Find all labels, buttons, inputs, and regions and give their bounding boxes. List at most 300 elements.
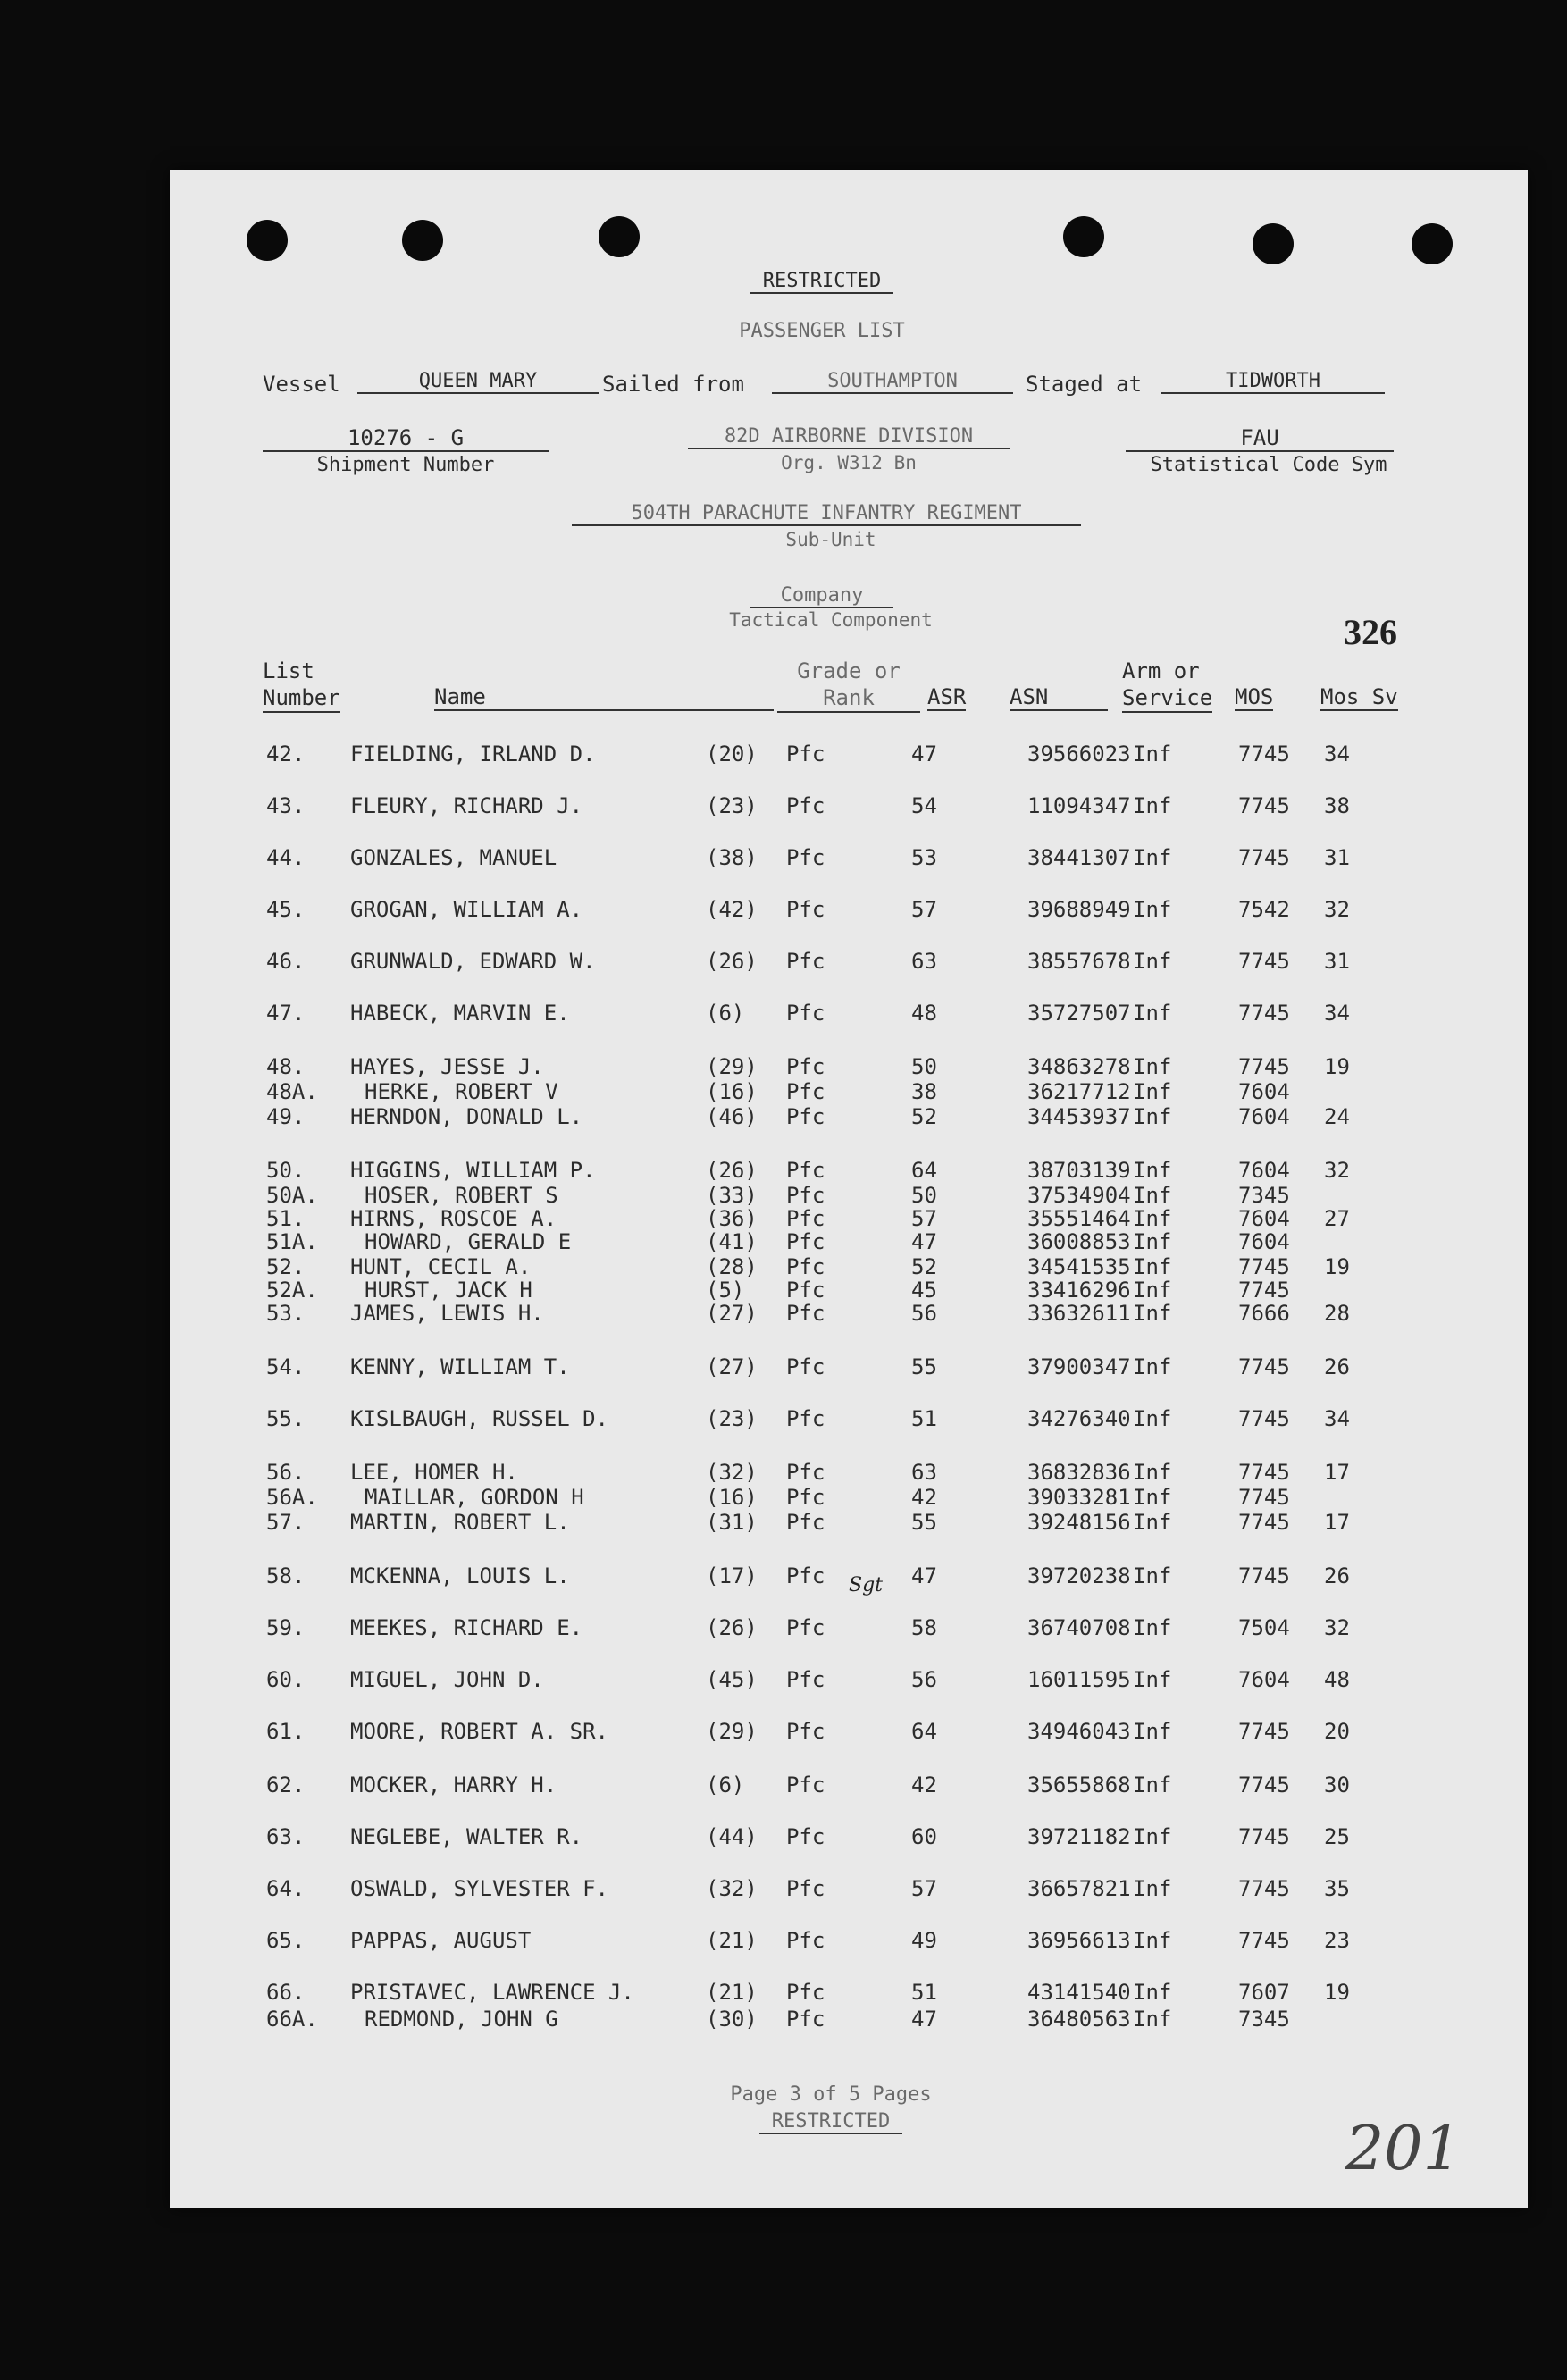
row-asr: 60 [911,1824,937,1849]
col-name: Name [434,684,774,711]
row-list-number: 66A. [266,2007,318,2032]
row-mos: 7745 [1238,1719,1290,1744]
row-name: OSWALD, SYLVESTER F. [350,1876,608,1901]
row-arm: Inf [1133,1301,1172,1326]
row-arm: Inf [1133,845,1172,870]
row-service-months: 17 [1324,1510,1350,1535]
row-age: (41) [706,1229,758,1254]
row-asr: 58 [911,1615,937,1640]
row-age: (5) [706,1278,745,1303]
row-asr: 42 [911,1485,937,1510]
row-grade: Pfc [786,1460,825,1485]
row-asn: 39033281 [1027,1485,1131,1510]
row-arm: Inf [1133,1460,1172,1485]
row-age: (17) [706,1563,758,1588]
row-arm: Inf [1133,1980,1172,2005]
row-arm: Inf [1133,1510,1172,1535]
row-arm: Inf [1133,1563,1172,1588]
row-name: PAPPAS, AUGUST [350,1928,532,1953]
row-asn: 36008853 [1027,1229,1131,1254]
row-grade: Pfc [786,1206,825,1231]
table-row [170,845,1528,872]
row-grade: Pfc [786,1183,825,1208]
col-arm [1122,658,1212,713]
row-arm: Inf [1133,1278,1172,1303]
row-grade: Pfc [786,1254,825,1279]
row-grade: Pfc [786,1054,825,1079]
row-age: (23) [706,1406,758,1431]
row-arm: Inf [1133,1001,1172,1026]
row-list-number: 54. [266,1354,306,1379]
row-list-number: 56A. [266,1485,318,1510]
row-age: (21) [706,1928,758,1953]
row-grade: Pfc [786,793,825,818]
row-arm: Inf [1133,949,1172,974]
row-name: KENNY, WILLIAM T. [350,1354,570,1379]
row-grade: Pfc [786,949,825,974]
row-service-months: 19 [1324,1254,1350,1279]
row-asr: 64 [911,1158,937,1183]
row-service-months: 26 [1324,1354,1350,1379]
row-mos: 7745 [1238,1928,1290,1953]
table-row [170,1824,1528,1851]
row-asr: 52 [911,1104,937,1129]
row-asr: 63 [911,1460,937,1485]
row-mos: 7542 [1238,897,1290,922]
row-asn: 39248156 [1027,1510,1131,1535]
row-service-months: 23 [1324,1928,1350,1953]
document-page [170,170,1528,2208]
row-asr: 42 [911,1772,937,1798]
row-service-months: 34 [1324,1001,1350,1026]
row-service-months: 48 [1324,1667,1350,1692]
row-name: GRUNWALD, EDWARD W. [350,949,596,974]
row-mos: 7504 [1238,1615,1290,1640]
row-mos: 7745 [1238,1824,1290,1849]
stat-code-value: FAU [1126,425,1394,452]
row-list-number: 48A. [266,1079,318,1104]
row-asn: 11094347 [1027,793,1131,818]
row-grade: Pfc [786,1615,825,1640]
sailed-from-label: Sailed from [602,372,744,397]
row-name: GONZALES, MANUEL [350,845,557,870]
row-arm: Inf [1133,1824,1172,1849]
table-row [170,1079,1528,1106]
row-age: (23) [706,793,758,818]
row-mos: 7604 [1238,1158,1290,1183]
row-asn: 43141540 [1027,1980,1131,2005]
shipment-number-value: 10276 - G [263,425,549,452]
row-grade: Pfc [786,1301,825,1326]
table-row [170,1460,1528,1487]
row-mos: 7607 [1238,1980,1290,2005]
table-row [170,1104,1528,1131]
row-grade: Pfc [786,1928,825,1953]
row-name: HERNDON, DONALD L. [350,1104,583,1129]
row-asn: 34453937 [1027,1104,1131,1129]
row-grade: Pfc [786,2007,825,2032]
row-grade: Pfc [786,845,825,870]
row-asn: 34863278 [1027,1054,1131,1079]
row-mos: 7745 [1238,1054,1290,1079]
regiment-value: 504TH PARACHUTE INFANTRY REGIMENT [572,502,1081,526]
row-grade: Pfc [786,897,825,922]
row-asr: 57 [911,1206,937,1231]
table-row [170,793,1528,820]
row-mos: 7745 [1238,1460,1290,1485]
row-asr: 51 [911,1406,937,1431]
row-age: (33) [706,1183,758,1208]
row-asn: 35551464 [1027,1206,1131,1231]
row-asr: 57 [911,1876,937,1901]
row-arm: Inf [1133,1719,1172,1744]
row-list-number: 43. [266,793,306,818]
col-mos-sv: Mos Sv [1320,684,1398,709]
row-grade: Pfc [786,1406,825,1431]
row-age: (46) [706,1104,758,1129]
row-asr: 38 [911,1079,937,1104]
row-mos: 7604 [1238,1104,1290,1129]
punch-hole [1063,216,1104,257]
row-age: (16) [706,1079,758,1104]
table-row [170,1667,1528,1694]
table-row [170,949,1528,976]
row-list-number: 42. [266,742,306,767]
row-service-months: 34 [1324,1406,1350,1431]
row-list-number: 56. [266,1460,306,1485]
row-service-months: 27 [1324,1206,1350,1231]
row-service-months: 20 [1324,1719,1350,1744]
row-arm: Inf [1133,1183,1172,1208]
sailed-from-value: SOUTHAMPTON [772,370,1013,394]
row-asn: 36956613 [1027,1928,1131,1953]
row-list-number: 52A. [266,1278,318,1303]
row-arm: Inf [1133,1079,1172,1104]
row-asn: 39688949 [1027,897,1131,922]
row-asr: 49 [911,1928,937,1953]
row-service-months: 19 [1324,1054,1350,1079]
row-list-number: 60. [266,1667,306,1692]
company-sub: Tactical Component [729,609,933,631]
row-name: HAYES, JESSE J. [350,1054,544,1079]
row-list-number: 44. [266,845,306,870]
row-grade: Pfc [786,1158,825,1183]
row-name: MARTIN, ROBERT L. [350,1510,570,1535]
row-name: HURST, JACK H [365,1278,532,1303]
row-service-months: 35 [1324,1876,1350,1901]
table-row [170,1772,1528,1799]
row-grade: Pfc [786,1001,825,1026]
row-grade: Pfc [786,1510,825,1535]
row-service-months: 38 [1324,793,1350,818]
punch-hole [247,220,288,261]
row-name: NEGLEBE, WALTER R. [350,1824,583,1849]
table-row [170,897,1528,924]
row-asn: 34946043 [1027,1719,1131,1744]
row-name: HIRNS, ROSCOE A. [350,1206,557,1231]
row-grade: Pfc [786,1719,825,1744]
row-mos: 7745 [1238,1406,1290,1431]
row-arm: Inf [1133,1206,1172,1231]
row-age: (32) [706,1876,758,1901]
row-mos: 7745 [1238,845,1290,870]
row-name: HIGGINS, WILLIAM P. [350,1158,596,1183]
row-arm: Inf [1133,1158,1172,1183]
row-mos: 7745 [1238,949,1290,974]
row-name: MEEKES, RICHARD E. [350,1615,583,1640]
row-age: (28) [706,1254,758,1279]
row-asn: 36657821 [1027,1876,1131,1901]
row-name: GROGAN, WILLIAM A. [350,897,583,922]
row-mos: 7745 [1238,1278,1290,1303]
row-age: (31) [706,1510,758,1535]
row-asr: 55 [911,1510,937,1535]
row-arm: Inf [1133,793,1172,818]
row-grade: Pfc [786,1079,825,1104]
row-arm: Inf [1133,1104,1172,1129]
row-arm: Inf [1133,742,1172,767]
row-grade: Pfc [786,1354,825,1379]
table-row [170,1406,1528,1433]
table-row [170,1510,1528,1537]
row-name: MCKENNA, LOUIS L. [350,1563,570,1588]
col-list-number-line2: Number [263,684,340,713]
row-service-months: 31 [1324,845,1350,870]
row-service-months: 32 [1324,1615,1350,1640]
row-service-months: 17 [1324,1460,1350,1485]
row-age: (6) [706,1772,745,1798]
punch-hole [599,216,640,257]
row-grade: Pfc [786,1980,825,2005]
row-list-number: 48. [266,1054,306,1079]
row-asn: 34276340 [1027,1406,1131,1431]
row-list-number: 51. [266,1206,306,1231]
row-mos: 7345 [1238,1183,1290,1208]
row-name: HERKE, ROBERT V [365,1079,558,1104]
row-list-number: 55. [266,1406,306,1431]
row-list-number: 50. [266,1158,306,1183]
vessel-label: Vessel [263,372,340,397]
row-asr: 48 [911,1001,937,1026]
row-age: (26) [706,949,758,974]
row-asr: 56 [911,1301,937,1326]
row-asr: 45 [911,1278,937,1303]
row-mos: 7745 [1238,1254,1290,1279]
col-arm-line2: Service [1122,684,1212,713]
row-grade: Pfc [786,1104,825,1129]
row-name: KISLBAUGH, RUSSEL D. [350,1406,608,1431]
division-value: 82D AIRBORNE DIVISION [688,425,1010,449]
row-grade: Pfc [786,1485,825,1510]
row-list-number: 65. [266,1928,306,1953]
row-asn: 33416296 [1027,1278,1131,1303]
col-grade-line2: Rank [777,684,920,713]
row-mos: 7745 [1238,1772,1290,1798]
row-name: MIGUEL, JOHN D. [350,1667,544,1692]
row-name: HOWARD, GERALD E [365,1229,572,1254]
row-arm: Inf [1133,1254,1172,1279]
row-age: (30) [706,2007,758,2032]
row-asn: 16011595 [1027,1667,1131,1692]
row-mos: 7745 [1238,1354,1290,1379]
row-grade: Pfc [786,1772,825,1798]
col-list-number [263,658,340,713]
table-row [170,1158,1528,1185]
row-service-months: 32 [1324,897,1350,922]
row-mos: 7745 [1238,1510,1290,1535]
row-service-months: 19 [1324,1980,1350,2005]
table-row [170,1928,1528,1955]
punch-hole [402,220,443,261]
row-list-number: 51A. [266,1229,318,1254]
row-age: (36) [706,1206,758,1231]
row-asn: 37534904 [1027,1183,1131,1208]
row-arm: Inf [1133,897,1172,922]
row-asr: 57 [911,897,937,922]
row-list-number: 47. [266,1001,306,1026]
row-asn: 38557678 [1027,949,1131,974]
row-grade: Pfc [786,1876,825,1901]
row-grade: Pfc [786,1563,825,1588]
row-age: (32) [706,1460,758,1485]
row-age: (44) [706,1824,758,1849]
row-age: (42) [706,897,758,922]
row-arm: Inf [1133,1615,1172,1640]
row-age: (38) [706,845,758,870]
row-asr: 56 [911,1667,937,1692]
table-row [170,2007,1528,2033]
row-name: FLEURY, RICHARD J. [350,793,583,818]
row-list-number: 57. [266,1510,306,1535]
table-row [170,1615,1528,1642]
row-mos: 7745 [1238,1876,1290,1901]
row-arm: Inf [1133,1054,1172,1079]
division-sub: Org. W312 Bn [781,452,917,473]
row-asn: 39566023 [1027,742,1131,767]
row-service-months: 30 [1324,1772,1350,1798]
row-mos: 7745 [1238,1485,1290,1510]
row-asn: 36480563 [1027,2007,1131,2032]
shipment-number-label: Shipment Number [316,454,495,476]
row-arm: Inf [1133,1772,1172,1798]
row-age: (26) [706,1615,758,1640]
row-list-number: 63. [266,1824,306,1849]
row-name: MOORE, ROBERT A. SR. [350,1719,608,1744]
row-list-number: 50A. [266,1183,318,1208]
row-arm: Inf [1133,1667,1172,1692]
row-asn: 33632611 [1027,1301,1131,1326]
row-name: PRISTAVEC, LAWRENCE J. [350,1980,634,2005]
row-list-number: 46. [266,949,306,974]
row-age: (26) [706,1158,758,1183]
row-service-months: 34 [1324,742,1350,767]
row-name: JAMES, LEWIS H. [350,1301,544,1326]
row-name: REDMOND, JOHN G [365,2007,558,2032]
row-asr: 50 [911,1183,937,1208]
row-name: MOCKER, HARRY H. [350,1772,557,1798]
row-mos: 7666 [1238,1301,1290,1326]
row-grade: Pfc [786,742,825,767]
table-row [170,1719,1528,1746]
col-mos: MOS [1235,684,1274,709]
row-asr: 47 [911,1563,937,1588]
row-arm: Inf [1133,1406,1172,1431]
row-asn: 34541535 [1027,1254,1131,1279]
row-arm: Inf [1133,2007,1172,2032]
row-asn: 38441307 [1027,845,1131,870]
row-list-number: 52. [266,1254,306,1279]
table-row [170,1001,1528,1027]
row-mos: 7745 [1238,1563,1290,1588]
stat-code-label: Statistical Code Sym [1150,454,1387,476]
row-asn: 36832836 [1027,1460,1131,1485]
row-asn: 38703139 [1027,1158,1131,1183]
staged-at-label: Staged at [1026,372,1143,397]
page-indicator: Page 3 of 5 Pages [730,2083,932,2106]
row-mos: 7345 [1238,2007,1290,2032]
row-age: (20) [706,742,758,767]
row-list-number: 53. [266,1301,306,1326]
row-service-months: 32 [1324,1158,1350,1183]
table-row [170,1054,1528,1081]
row-list-number: 61. [266,1719,306,1744]
row-asr: 55 [911,1354,937,1379]
row-age: (16) [706,1485,758,1510]
row-name: FIELDING, IRLAND D. [350,742,596,767]
staged-at-value: TIDWORTH [1161,370,1385,394]
row-asr: 63 [911,949,937,974]
table-row [170,1876,1528,1903]
row-asn: 39721182 [1027,1824,1131,1849]
row-name: HABECK, MARVIN E. [350,1001,570,1026]
row-age: (45) [706,1667,758,1692]
row-mos: 7604 [1238,1229,1290,1254]
row-list-number: 62. [266,1772,306,1798]
row-age: (21) [706,1980,758,2005]
row-list-number: 59. [266,1615,306,1640]
row-list-number: 49. [266,1104,306,1129]
row-list-number: 45. [266,897,306,922]
punch-hole [1253,223,1294,264]
row-asr: 64 [911,1719,937,1744]
row-grade: Pfc [786,1824,825,1849]
row-asr: 47 [911,742,937,767]
row-list-number: 66. [266,1980,306,2005]
table-row [170,1354,1528,1381]
passenger-list-title: PASSENGER LIST [739,320,905,342]
row-asn: 37900347 [1027,1354,1131,1379]
row-grade: Pfc [786,1667,825,1692]
row-asn: 39720238 [1027,1563,1131,1588]
row-service-months: 25 [1324,1824,1350,1849]
row-mos: 7745 [1238,793,1290,818]
row-arm: Inf [1133,1229,1172,1254]
row-mos: 7745 [1238,1001,1290,1026]
handwritten-number: 201 [1345,2114,1462,2184]
row-list-number: 64. [266,1876,306,1901]
row-name: LEE, HOMER H. [350,1460,518,1485]
table-row [170,1980,1528,2007]
col-grade-line1: Grade or [797,658,901,683]
row-arm: Inf [1133,1876,1172,1901]
page-stamp: 326 [1344,612,1397,652]
row-asr: 54 [911,793,937,818]
col-asr: ASR [927,684,967,709]
punch-hole [1412,223,1453,264]
row-asn: 36217712 [1027,1079,1131,1104]
row-name: HOSER, ROBERT S [365,1183,558,1208]
row-service-months: 26 [1324,1563,1350,1588]
